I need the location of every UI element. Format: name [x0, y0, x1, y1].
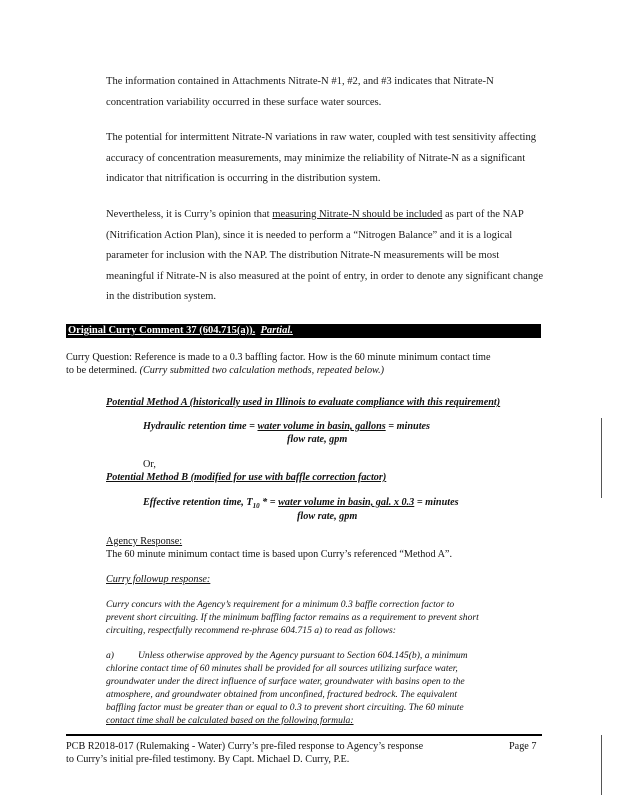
- rule-line-4: atmosphere, and groundwater obtained from unconfined, fractured bedrock. The equivalent: [106, 689, 458, 700]
- or-label: Or,: [143, 459, 156, 470]
- intro-paragraph-3-start: Nevertheless, it is Curry’s opinion that: [106, 209, 273, 220]
- intro-paragraph-1: The information contained in Attachments Nitrate-N #1, #2, and #3 indicates that Nitrate-N concentration variability occurred in these surface water sources.: [106, 76, 494, 108]
- curry-question-line-2-start: to be determined.: [66, 365, 140, 376]
- footer-line-2: to Curry’s initial pre-filed testimony. By Capt. Michael D. Curry, P.E.: [66, 754, 350, 765]
- comment-banner: [66, 324, 541, 338]
- followup-line-1: Curry concurs with the Agency’s requirement for a minimum 0.3 baffle correction factor to: [106, 599, 455, 610]
- method-a-formula-rhs: = minutes: [385, 421, 431, 432]
- curry-question-line-2: [66, 365, 384, 377]
- intro-paragraph-2: The potential for intermittent Nitrate-N variations in raw water, coupled with test sensitivity affecting accuracy of concentration measurements, may minimize the reliability of Nitrate-N as a significant indicator that nitrification is occurring in the distribution system.: [106, 132, 537, 184]
- method-b-heading: Potential Method B (modified for use with baffle correction factor): [106, 472, 387, 483]
- curry-question-note: (Curry submitted two calculation methods, repeated below.): [139, 365, 385, 376]
- curry-question-line-1: Curry Question: Reference is made to a 0.3 baffling factor. How is the 60 minute minimum contact time: [66, 352, 491, 363]
- scan-margin-mark-lower: [601, 735, 602, 795]
- intro-paragraph-3-underlined: measuring Nitrate-N should be included: [272, 209, 443, 220]
- method-b-formula-lhs: Effective retention time, T: [143, 497, 253, 508]
- followup-line-2: prevent short circuiting. If the minimum baffling factor remains as a requirement to prevent short: [106, 612, 479, 623]
- comment-banner-status: Partial.: [260, 325, 293, 336]
- rule-item-marker: a): [106, 650, 114, 661]
- rule-line-3: groundwater under the direct influence of surface water, groundwater with basins open to the: [106, 676, 465, 687]
- method-a-formula-numerator: water volume in basin, gallons: [257, 421, 386, 432]
- comment-banner-label: Original Curry Comment 37 (604.715(a)).: [68, 325, 256, 336]
- footer-line-1: PCB R2018-017 (Rulemaking - Water) Curry’s pre-filed response to Agency’s response: [66, 741, 424, 752]
- followup-line-3: circuiting, respectfully recommend re-phrase 604.715 a) to read as follows:: [106, 625, 396, 636]
- intro-paragraph-3: [106, 205, 546, 308]
- agency-response-text: The 60 minute minimum contact time is based upon Curry’s referenced “Method A”.: [106, 549, 453, 560]
- rule-line-1: [106, 650, 468, 662]
- method-b-formula-eq: * =: [259, 497, 279, 508]
- method-a-formula: [143, 421, 430, 433]
- footer-page-number: Page 7: [509, 741, 537, 752]
- rule-line-5: baffling factor must be greater than or equal to 0.3 to prevent short circuiting. The 60 minute: [106, 702, 464, 713]
- agency-response-heading: Agency Response:: [106, 536, 183, 547]
- method-a-formula-denominator: flow rate, gpm: [287, 434, 348, 445]
- scan-margin-mark: [601, 418, 602, 498]
- followup-heading: Curry followup response:: [106, 574, 211, 585]
- method-b-formula-subscript: 10: [252, 502, 260, 511]
- rule-line-1-text: Unless otherwise approved by the Agency pursuant to Section 604.145(b), a minimum: [138, 650, 468, 661]
- method-b-formula-rhs: = minutes: [414, 497, 459, 508]
- method-b-formula-numerator: water volume in basin, gal. x 0.3: [278, 497, 415, 508]
- method-b-formula: [143, 497, 459, 512]
- method-a-formula-lhs: Hydraulic retention time =: [143, 421, 258, 432]
- rule-line-6: contact time shall be calculated based on the following formula:: [106, 715, 354, 726]
- footer-divider: [66, 734, 542, 736]
- rule-line-2: chlorine contact time of 60 minutes shall be provided for all sources utilizing surface water,: [106, 663, 458, 674]
- method-b-formula-denominator: flow rate, gpm: [297, 511, 358, 522]
- method-a-heading: Potential Method A (historically used in Illinois to evaluate compliance with this requirement): [106, 397, 501, 408]
- intro-paragraph-3-end: as part of the NAP (Nitrification Action Plan), since it is needed to perform a “Nitrogen Balance” and it is a logical parameter for inclusion with the NAP. The distribution Nitrate-N measurements will be most meaningful if Nitrate-N is also measured at the point of entry, in order to denote any significant change in the distribution system.: [106, 209, 544, 302]
